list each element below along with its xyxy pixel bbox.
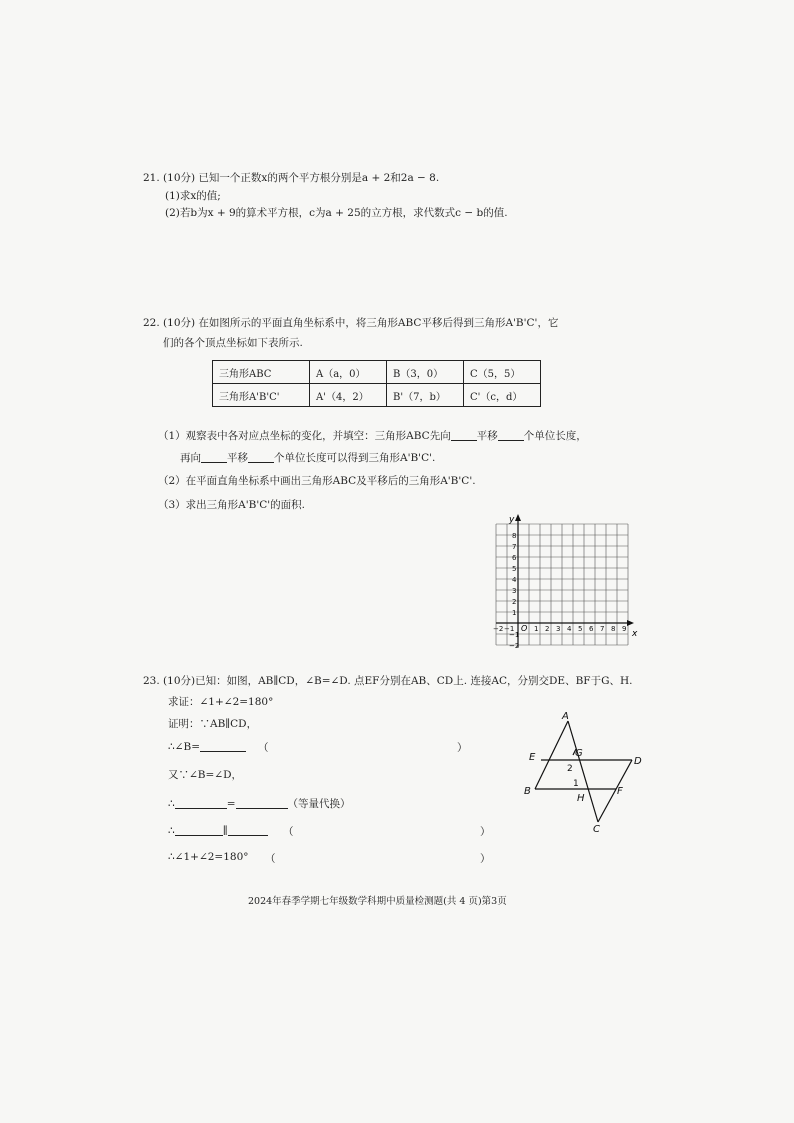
y-tick-label: 1 <box>512 609 517 617</box>
segment-AB <box>535 721 568 789</box>
proof-step-5: ∴∠1+∠2=180° <box>168 851 249 863</box>
proof-text: ∴∠B= <box>168 741 200 753</box>
x-tick-label: −2 <box>493 625 504 633</box>
y-tick-label: −2 <box>509 642 520 650</box>
q22-part1-line1 <box>158 428 587 443</box>
proof-reason-open: （ <box>265 853 276 865</box>
proof-reason-close: ） <box>480 853 491 865</box>
answer-blank[interactable] <box>201 451 227 463</box>
table-cell: C'（c，d） <box>464 384 541 407</box>
q21-part2: (2)若b为x + 9的算术平方根，c为a + 25的立方根，求代数式c − b的值. <box>165 207 508 219</box>
proof-reason-open: （ <box>283 826 294 838</box>
x-tick-label: −1 <box>504 625 515 633</box>
x-tick-label: 9 <box>622 625 627 633</box>
proof-step-1 <box>168 740 246 753</box>
y-tick-label: 2 <box>512 598 517 606</box>
y-tick-label: 5 <box>512 565 517 573</box>
label-G: G <box>575 748 583 759</box>
answer-blank[interactable] <box>200 740 246 752</box>
x-axis-label: x <box>632 629 638 639</box>
label-C: C <box>593 824 600 835</box>
label-F: F <box>617 786 623 797</box>
answer-blank[interactable] <box>236 797 288 809</box>
y-tick-label: 7 <box>512 543 517 551</box>
proof-text: = <box>226 798 236 810</box>
x-tick-label: 7 <box>600 625 605 633</box>
x-tick-label: 2 <box>545 625 550 633</box>
q23-prove-statement: 求证：∠1+∠2=180° <box>168 696 274 708</box>
x-tick-label: 1 <box>534 625 539 633</box>
label-D: D <box>634 756 642 767</box>
x-tick-label: 6 <box>589 625 594 633</box>
label-A: A <box>562 711 569 722</box>
angle-1-label: 1 <box>573 779 579 789</box>
segment-DC <box>598 760 632 822</box>
y-tick-label: 6 <box>512 554 517 562</box>
y-tick-label: −1 <box>509 631 520 639</box>
answer-blank[interactable] <box>228 824 268 836</box>
coordinate-grid <box>488 512 648 652</box>
q22-p1-text-e: 平移 <box>227 452 248 464</box>
proof-step-4 <box>168 824 268 837</box>
q22-p1-text-a: （1）观察表中各对应点坐标的变化，并填空：三角形ABC先向 <box>158 430 451 442</box>
proof-text: ∴ <box>168 825 175 837</box>
q23-proof-intro: 证明：∵AB∥CD， <box>168 718 258 730</box>
proof-text: （等量代换） <box>287 798 351 810</box>
q22-stem-line1: 22. (10分) 在如图所示的平面直角坐标系中，将三角形ABC平移后得到三角形A'B'C'，它 <box>143 317 559 329</box>
answer-blank[interactable] <box>175 824 223 836</box>
q22-part3: （3）求出三角形A'B'C'的面积. <box>158 499 306 511</box>
y-tick-label: 4 <box>512 576 517 584</box>
table-cell: 三角形ABC <box>213 361 310 384</box>
q22-p1-text-b: 平移 <box>476 430 498 442</box>
geometry-figure <box>515 705 665 835</box>
q23-stem: 23. (10分)已知：如图，AB∥CD，∠B=∠D. 点EF分别在AB、CD上. 连接AC，分别交DE、BF于G、H. <box>143 675 633 687</box>
answer-blank[interactable] <box>451 429 477 441</box>
x-tick-label: 3 <box>556 625 561 633</box>
proof-reason-close: ） <box>457 742 468 754</box>
page-footer: 2024年春季学期七年级数学科期中质量检测题(共 4 页)第3页 <box>248 896 507 907</box>
proof-text: ∴ <box>168 798 175 810</box>
label-B: B <box>524 786 531 797</box>
q22-stem-line2: 们的各个顶点坐标如下表所示. <box>163 337 303 349</box>
y-axis-label: y <box>509 515 515 525</box>
table-cell: 三角形A'B'C' <box>213 384 310 407</box>
table-cell: C（5，5） <box>464 361 541 384</box>
x-tick-label: 4 <box>567 625 572 633</box>
x-tick-label: 8 <box>611 625 616 633</box>
table-row <box>213 361 541 384</box>
proof-reason-open: （ <box>258 742 269 754</box>
table-cell: A'（4，2） <box>310 384 387 407</box>
q22-coordinate-table <box>212 360 541 407</box>
q21-part1: (1)求x的值; <box>165 190 221 202</box>
label-H: H <box>577 793 585 804</box>
angle-2-label: 2 <box>567 764 573 774</box>
y-tick-label: 8 <box>512 532 517 540</box>
proof-reason-close: ） <box>480 826 491 838</box>
origin-label: O <box>521 624 528 633</box>
x-tick-label: 5 <box>578 625 583 633</box>
proof-text: ∥ <box>222 825 228 837</box>
q22-p1-text-c: 个单位长度， <box>523 430 587 442</box>
q22-p1-text-f: 个单位长度可以得到三角形A'B'C'. <box>274 452 436 464</box>
answer-blank[interactable] <box>175 797 227 809</box>
table-cell: B（3，0） <box>387 361 464 384</box>
y-axis-arrow <box>515 514 521 521</box>
y-tick-label: 3 <box>512 587 517 595</box>
table-row <box>213 384 541 407</box>
q22-part2: （2）在平面直角坐标系中画出三角形ABC及平移后的三角形A'B'C'. <box>158 475 476 487</box>
answer-blank[interactable] <box>248 451 274 463</box>
q22-part1-line2 <box>180 450 435 465</box>
q21-stem: 21. (10分) 已知一个正数x的两个平方根分别是a + 2和2a − 8. <box>143 172 440 184</box>
label-E: E <box>529 752 536 763</box>
proof-step-2: 又∵∠B=∠D， <box>168 769 243 781</box>
proof-step-3 <box>168 796 351 811</box>
answer-blank[interactable] <box>498 429 524 441</box>
table-cell: A（a，0） <box>310 361 387 384</box>
q22-p1-text-d: 再向 <box>180 452 201 464</box>
x-axis-arrow <box>627 620 634 626</box>
table-cell: B'（7，b） <box>387 384 464 407</box>
